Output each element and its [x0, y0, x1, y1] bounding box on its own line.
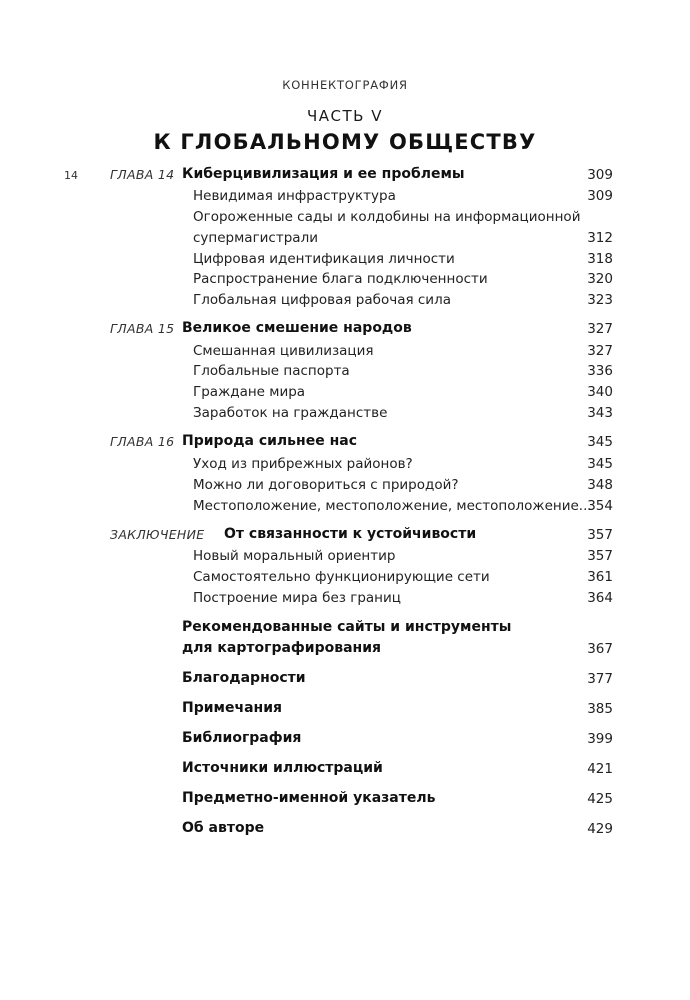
section-title: Глобальные паспорта [193, 363, 350, 379]
chapter-title: От связанности к устойчивости [224, 526, 477, 542]
section-page: 364 [587, 590, 613, 606]
back-matter-title: Об авторе [182, 820, 265, 836]
chapter-page: 357 [587, 527, 613, 543]
toc-back-matter-item[interactable] [0, 760, 690, 780]
back-matter-page: 421 [587, 761, 613, 777]
chapter-title: Природа сильнее нас [182, 433, 357, 449]
toc-chapter-16[interactable] [0, 433, 690, 453]
toc-section[interactable] [0, 455, 690, 475]
section-title: Новый моральный ориентир [193, 548, 396, 564]
section-title: Цифровая идентификация личности [193, 251, 455, 267]
toc-section[interactable] [0, 497, 690, 517]
back-matter-title: Рекомендованные сайты и инструменты [182, 619, 512, 635]
toc-back-matter-item[interactable] [0, 670, 690, 690]
running-head: КОННЕКТОГРАФИЯ [282, 78, 408, 92]
section-page: 320 [587, 271, 613, 287]
back-matter-title: Предметно-именной указатель [182, 790, 436, 806]
section-title: Местоположение, местоположение, местоположение... [193, 498, 592, 514]
chapter-label: ГЛАВА 15 [110, 321, 175, 336]
back-matter-title: Благодарности [182, 670, 306, 686]
toc-section[interactable] [0, 476, 690, 496]
section-title: Уход из прибрежных районов? [193, 456, 413, 472]
back-matter-page: 425 [587, 791, 613, 807]
toc-chapter-14[interactable] [0, 166, 690, 186]
section-page: 357 [587, 548, 613, 564]
chapter-title: Великое смешение народов [182, 320, 412, 336]
chapter-label: ГЛАВА 16 [110, 434, 175, 449]
toc-section[interactable] [0, 383, 690, 403]
section-title: Распространение блага подключенности [193, 271, 488, 287]
section-page: 312 [587, 230, 613, 246]
section-page: 354 [587, 498, 613, 514]
part-title: К ГЛОБАЛЬНОМУ ОБЩЕСТВУ [153, 130, 537, 154]
toc-chapter-15[interactable] [0, 320, 690, 340]
toc-section[interactable] [0, 547, 690, 567]
chapter-label: ГЛАВА 14 [110, 167, 175, 182]
section-page: 318 [587, 251, 613, 267]
section-title: Глобальная цифровая рабочая сила [193, 292, 451, 308]
chapter-page: 327 [587, 321, 613, 337]
back-matter-page: 377 [587, 671, 613, 687]
section-title: Смешанная цивилизация [193, 343, 374, 359]
toc-section[interactable] [0, 250, 690, 270]
toc-section[interactable] [0, 568, 690, 588]
chapter-label: ЗАКЛЮЧЕНИЕ [110, 527, 205, 542]
section-page: 345 [587, 456, 613, 472]
section-title: Самостоятельно функционирующие сети [193, 569, 490, 585]
section-title: Невидимая инфраструктура [193, 188, 396, 204]
toc-section[interactable] [0, 187, 690, 207]
toc-section[interactable] [0, 362, 690, 382]
section-title: Заработок на гражданстве [193, 405, 388, 421]
toc-section[interactable] [0, 589, 690, 609]
toc-back-matter-item[interactable] [0, 790, 690, 810]
section-page: 348 [587, 477, 613, 493]
toc-back-matter-item[interactable] [0, 820, 690, 840]
chapter-title: Киберцивилизация и ее проблемы [182, 166, 465, 182]
section-page: 340 [587, 384, 613, 400]
back-matter-title: для картографирования [182, 640, 382, 656]
section-page: 309 [587, 188, 613, 204]
section-page: 343 [587, 405, 613, 421]
toc-section[interactable] [0, 342, 690, 362]
chapter-page: 309 [587, 167, 613, 183]
chapter-page: 345 [587, 434, 613, 450]
toc-back-matter-item[interactable] [0, 730, 690, 750]
toc-section[interactable] [0, 208, 690, 228]
back-matter-page: 367 [587, 641, 613, 657]
toc-back-matter-item[interactable] [0, 700, 690, 720]
section-title: супермагистрали [193, 230, 318, 246]
toc-section[interactable] [0, 270, 690, 290]
section-title: Граждане мира [193, 384, 306, 400]
part-label: ЧАСТЬ V [306, 107, 383, 125]
toc-section[interactable] [0, 291, 690, 311]
toc-conclusion[interactable] [0, 526, 690, 546]
back-matter-page: 399 [587, 731, 613, 747]
page-number: 14 [64, 169, 78, 182]
back-matter-title: Примечания [182, 700, 283, 716]
section-page: 327 [587, 343, 613, 359]
toc-back-matter-item[interactable] [0, 619, 690, 639]
toc-back-matter-item[interactable] [0, 640, 690, 660]
toc-section[interactable] [0, 404, 690, 424]
section-title: Можно ли договориться с природой? [193, 477, 459, 493]
back-matter-title: Источники иллюстраций [182, 760, 383, 776]
toc-section[interactable] [0, 229, 690, 249]
back-matter-page: 429 [587, 821, 613, 837]
section-page: 336 [587, 363, 613, 379]
section-title: Огороженные сады и колдобины на информационной [193, 209, 581, 225]
section-title: Построение мира без границ [193, 590, 401, 606]
back-matter-title: Библиография [182, 730, 302, 746]
section-page: 361 [587, 569, 613, 585]
section-page: 323 [587, 292, 613, 308]
back-matter-page: 385 [587, 701, 613, 717]
